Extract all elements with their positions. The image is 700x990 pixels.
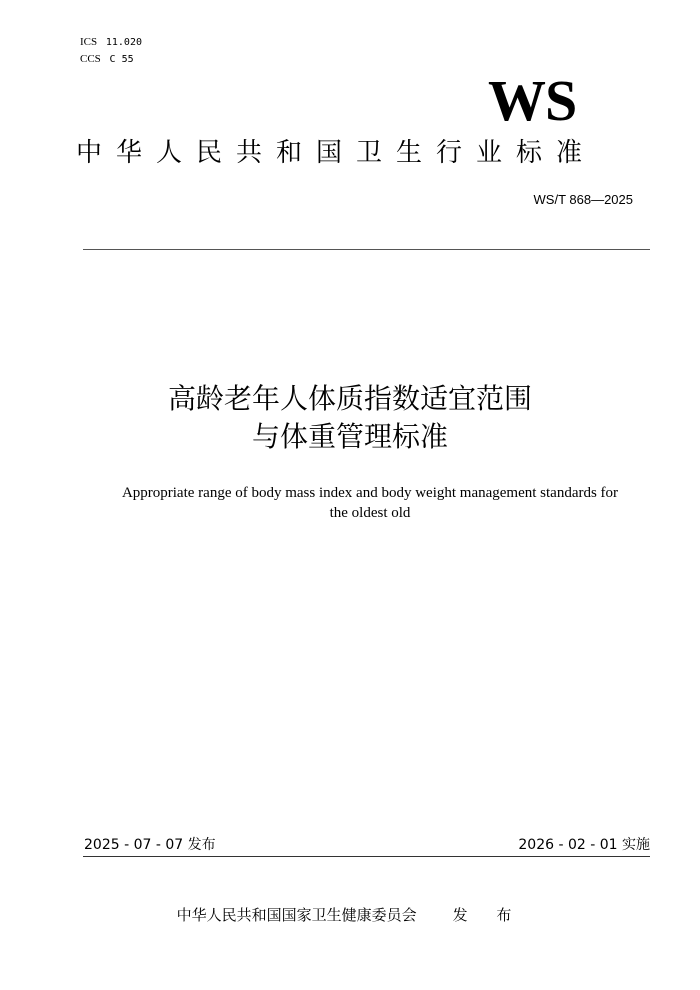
standard-number: WS/T 868—2025 bbox=[533, 192, 633, 207]
title-en-line-1: Appropriate range of body mass index and body weight management standards for bbox=[121, 485, 619, 501]
implement-date: 2026 - 02 - 01 实施 bbox=[518, 837, 650, 853]
title-en-line-2: the oldest old bbox=[329, 505, 411, 521]
footer-divider bbox=[83, 856, 650, 857]
issuer-name: 中华人民共和国国家卫生健康委员会 bbox=[176, 906, 417, 924]
ics-value: 11.020 bbox=[105, 37, 142, 48]
issue-word: 发 布 bbox=[452, 906, 524, 924]
document-title-zh bbox=[0, 380, 700, 456]
ccs-label: CCS bbox=[80, 53, 101, 65]
classification-codes bbox=[80, 34, 142, 68]
title-zh-line-2: 与体重管理标准 bbox=[251, 420, 448, 453]
ws-logo: WS bbox=[488, 68, 577, 133]
ccs-value: C 55 bbox=[109, 54, 134, 65]
ics-label: ICS bbox=[80, 36, 98, 48]
ccs-code bbox=[80, 51, 142, 68]
ics-code bbox=[80, 34, 142, 51]
standard-type-heading: 中华人民共和国卫生行业标准 bbox=[76, 138, 597, 168]
document-title-en bbox=[80, 483, 660, 523]
issuer-line bbox=[0, 904, 700, 925]
release-date: 2025 - 07 - 07 发布 bbox=[84, 837, 216, 853]
title-zh-line-1: 高龄老年人体质指数适宜范围 bbox=[167, 382, 532, 415]
header-divider bbox=[83, 249, 650, 250]
